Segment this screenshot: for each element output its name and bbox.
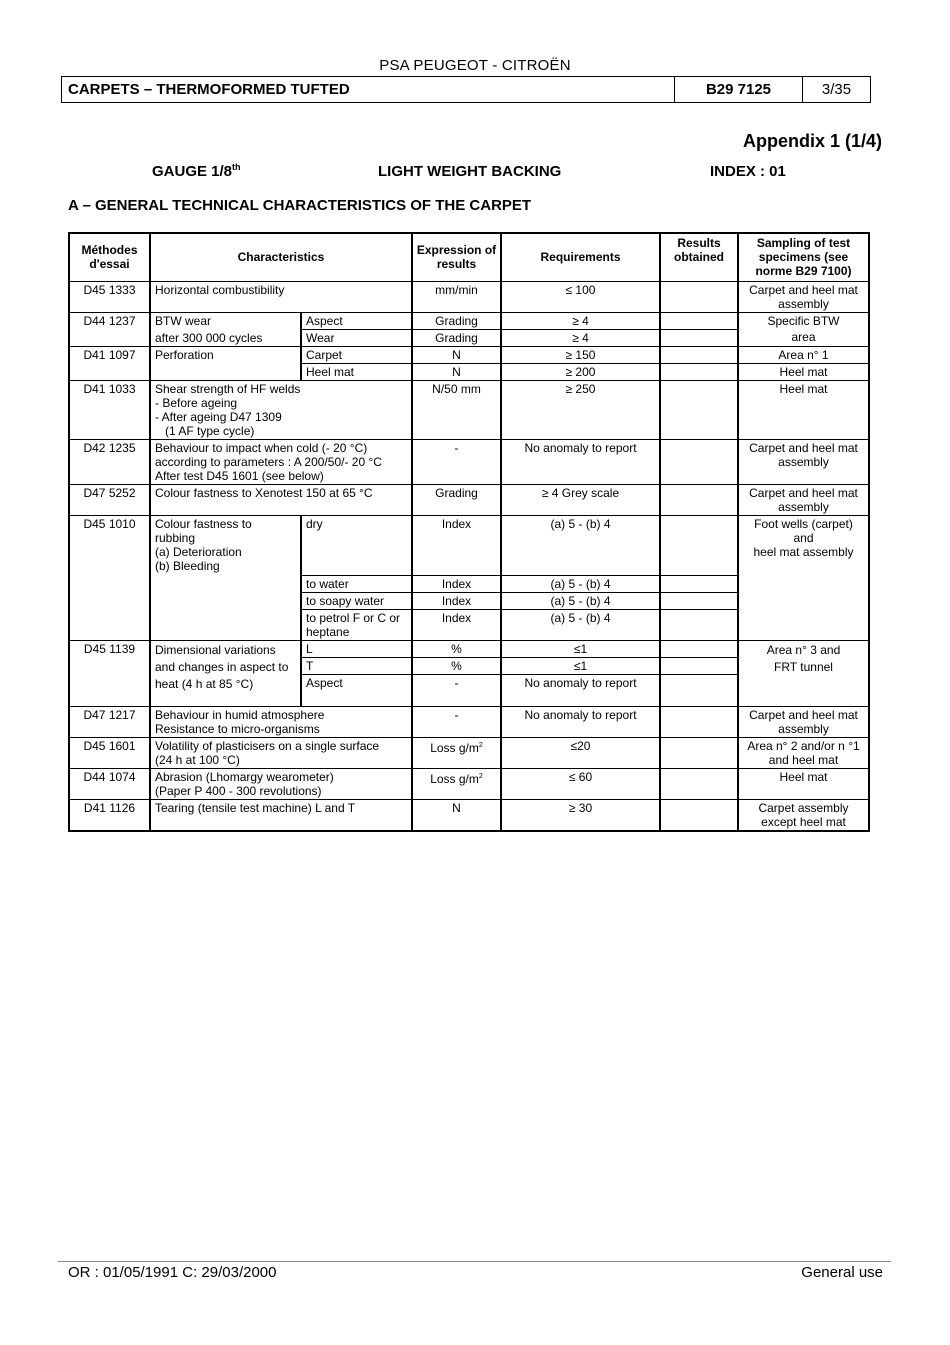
header-results: Results obtained [660, 233, 738, 281]
characteristic-line: - Before ageing [155, 395, 238, 410]
requirement: No anomaly to report [501, 674, 660, 706]
requirement: (a) 5 - (b) 4 [501, 592, 660, 609]
characteristic-line: - After ageing D47 1309 [155, 409, 282, 424]
expression: Grading [412, 329, 501, 346]
result-cell [660, 609, 738, 640]
method-code: D41 1033 [69, 380, 150, 439]
expression: % [412, 640, 501, 657]
company-name: PSA PEUGEOT - CITROËN [379, 57, 571, 74]
method-code: D47 1217 [69, 706, 150, 737]
characteristic-line: and changes in aspect to [155, 659, 289, 674]
result-cell [660, 592, 738, 609]
result-cell [660, 515, 738, 575]
sub-characteristic: to soapy water [301, 592, 412, 609]
sampling: Heel mat [738, 768, 869, 799]
requirement: ≥ 4 Grey scale [501, 484, 660, 515]
header-requirements: Requirements [501, 233, 660, 281]
table-header-row [69, 233, 869, 281]
requirement: ≥ 150 [501, 346, 660, 363]
expression-text: Loss g/m [430, 771, 479, 786]
index-label: INDEX : 01 [710, 163, 786, 180]
expression: - [412, 706, 501, 737]
sampling-line: and [793, 530, 814, 545]
result-cell [660, 380, 738, 439]
sampling: Heel mat [738, 363, 869, 380]
expression: N [412, 799, 501, 831]
expression: Grading [412, 484, 501, 515]
characteristic-line: BTW wear [155, 313, 212, 328]
sub-characteristic: to petrol F or C or heptane [301, 609, 412, 640]
result-cell [660, 281, 738, 312]
method-code: D45 1333 [69, 281, 150, 312]
sampling: Heel mat [738, 380, 869, 439]
sampling-line: Area n° 3 and [766, 642, 841, 657]
method-code: D47 5252 [69, 484, 150, 515]
characteristic-line: Dimensional variations [155, 642, 276, 657]
header-sampling: Sampling of test specimens (see norme B29 7100) [738, 233, 869, 281]
table-row [69, 380, 869, 439]
requirement: ≤ 60 [501, 768, 660, 799]
requirement: ≥ 4 [501, 312, 660, 329]
table-row [69, 768, 869, 799]
expression-text: Loss g/m [430, 740, 479, 755]
requirement: ≤1 [501, 657, 660, 674]
characteristic: Tearing (tensile test machine) L and T [150, 799, 412, 831]
result-cell [660, 484, 738, 515]
characteristic-line: (1 AF type cycle) [165, 423, 255, 438]
expression: Grading [412, 312, 501, 329]
method-code: D45 1139 [69, 640, 150, 706]
characteristic-line: After test D45 1601 (see below) [155, 468, 324, 483]
result-cell [660, 363, 738, 380]
expression: N [412, 363, 501, 380]
requirement: (a) 5 - (b) 4 [501, 609, 660, 640]
method-code: D44 1074 [69, 768, 150, 799]
characteristic-line: Behaviour in humid atmosphere [155, 707, 325, 722]
characteristic-line: heat (4 h at 85 °C) [155, 676, 254, 691]
header-method: Méthodes d'essai [69, 233, 150, 281]
appendix-label: Appendix 1 (1/4) [742, 131, 882, 151]
characteristic-line: (a) Deterioration [155, 544, 242, 559]
sampling-line: FRT tunnel [774, 659, 833, 674]
expression: N/50 mm [412, 380, 501, 439]
result-cell [660, 799, 738, 831]
result-cell [660, 706, 738, 737]
expression-sup: 2 [478, 772, 483, 780]
page-number: 3/35 [803, 77, 871, 103]
sub-characteristic: Aspect [301, 674, 412, 706]
expression: Index [412, 575, 501, 592]
sampling: Carpet and heel mat assembly [738, 706, 869, 737]
characteristic-line: rubbing [155, 530, 196, 545]
requirement: (a) 5 - (b) 4 [501, 575, 660, 592]
requirement: ≤ 100 [501, 281, 660, 312]
characteristic [150, 706, 412, 737]
sampling: area [738, 329, 869, 346]
characteristic [150, 768, 412, 799]
characteristic: Perforation [150, 346, 301, 380]
table-row [69, 737, 869, 768]
sub-characteristic: Heel mat [301, 363, 412, 380]
characteristic-line: (24 h at 100 °C) [155, 752, 240, 767]
sampling: Carpet and heel mat assembly [738, 281, 869, 312]
result-cell [660, 657, 738, 674]
characteristic: Horizontal combustibility [150, 281, 412, 312]
characteristic-line: (b) Bleeding [155, 558, 220, 573]
sampling: Specific BTW [738, 312, 869, 329]
expression: Index [412, 515, 501, 575]
characteristic [150, 515, 301, 640]
result-cell [660, 737, 738, 768]
sampling-line: heel mat assembly [753, 544, 854, 559]
table-row [69, 281, 869, 312]
sampling: Carpet and heel mat assembly [738, 484, 869, 515]
requirement: No anomaly to report [501, 439, 660, 484]
result-cell [660, 312, 738, 329]
result-cell [660, 575, 738, 592]
footer-dates: OR : 01/05/1991 C: 29/03/2000 [68, 1264, 277, 1281]
gauge-text: GAUGE 1/8 [152, 163, 233, 180]
result-cell [660, 439, 738, 484]
gauge-label [152, 162, 241, 180]
sub-characteristic: Aspect [301, 312, 412, 329]
result-cell [660, 346, 738, 363]
header-expression: Expression of results [412, 233, 501, 281]
expression: Index [412, 592, 501, 609]
expression: N [412, 346, 501, 363]
section-title: A – GENERAL TECHNICAL CHARACTERISTICS OF THE CARPET [68, 197, 532, 214]
footer-usage: General use [801, 1264, 883, 1281]
result-cell [660, 674, 738, 706]
result-cell [660, 768, 738, 799]
sampling [738, 640, 869, 706]
characteristic-line: according to parameters : A 200/50/- 20 °C [155, 454, 382, 469]
characteristics-table [68, 232, 870, 832]
sub-characteristic: Carpet [301, 346, 412, 363]
requirement: ≤1 [501, 640, 660, 657]
method-code: D42 1235 [69, 439, 150, 484]
table-row [69, 439, 869, 484]
method-code: D45 1601 [69, 737, 150, 768]
characteristic-line: after 300 000 cycles [155, 330, 263, 345]
requirement: ≥ 4 [501, 329, 660, 346]
expression-sup: 2 [478, 741, 483, 749]
method-code: D41 1097 [69, 346, 150, 380]
expression: - [412, 674, 501, 706]
backing-label: LIGHT WEIGHT BACKING [378, 163, 562, 180]
characteristic-line: Volatility of plasticisers on a single surface [155, 738, 380, 753]
characteristic-line: (Paper P 400 - 300 revolutions) [155, 783, 322, 798]
document-reference: B29 7125 [675, 77, 803, 103]
method-code: D41 1126 [69, 799, 150, 831]
result-cell [660, 640, 738, 657]
characteristic: Colour fastness to Xenotest 150 at 65 °C [150, 484, 412, 515]
footer-divider [58, 1261, 891, 1262]
result-cell [660, 329, 738, 346]
sub-characteristic: Wear [301, 329, 412, 346]
expression [412, 768, 501, 799]
document-title: CARPETS – THERMOFORMED TUFTED [62, 77, 675, 103]
table-row [69, 706, 869, 737]
characteristic-line: Shear strength of HF welds [155, 381, 301, 396]
table-row [69, 799, 869, 831]
table-row [69, 515, 869, 575]
characteristic-line: Colour fastness to [155, 516, 252, 531]
table-row [69, 346, 869, 363]
requirement: ≥ 200 [501, 363, 660, 380]
method-code: D45 1010 [69, 515, 150, 640]
expression: - [412, 439, 501, 484]
characteristic-line: Abrasion (Lhomargy wearometer) [155, 769, 334, 784]
sampling: Carpet and heel mat assembly [738, 439, 869, 484]
sampling: Carpet assembly except heel mat [738, 799, 869, 831]
requirement: No anomaly to report [501, 706, 660, 737]
table-row [69, 484, 869, 515]
expression: Index [412, 609, 501, 640]
expression: % [412, 657, 501, 674]
requirement: ≤20 [501, 737, 660, 768]
requirement: (a) 5 - (b) 4 [501, 515, 660, 575]
requirement: ≥ 250 [501, 380, 660, 439]
sampling-line: Foot wells (carpet) [754, 516, 853, 531]
document-header [61, 76, 871, 103]
sampling: Area n° 1 [738, 346, 869, 363]
sub-characteristic: dry [301, 515, 412, 575]
gauge-sup: th [232, 162, 241, 172]
characteristic [150, 439, 412, 484]
sub-characteristic: to water [301, 575, 412, 592]
characteristic [150, 312, 301, 346]
sub-characteristic: L [301, 640, 412, 657]
characteristic-line: Resistance to micro-organisms [155, 721, 320, 736]
characteristic [150, 737, 412, 768]
expression [412, 737, 501, 768]
table-row [69, 312, 869, 329]
table-row [69, 640, 869, 657]
sub-characteristic: T [301, 657, 412, 674]
method-code: D44 1237 [69, 312, 150, 346]
sampling [738, 515, 869, 640]
requirement: ≥ 30 [501, 799, 660, 831]
header-characteristics: Characteristics [150, 233, 412, 281]
sampling: Area n° 2 and/or n °1 and heel mat [738, 737, 869, 768]
characteristic [150, 640, 301, 706]
characteristic [150, 380, 412, 439]
characteristic-line: Behaviour to impact when cold (- 20 °C) [155, 440, 368, 455]
expression: mm/min [412, 281, 501, 312]
